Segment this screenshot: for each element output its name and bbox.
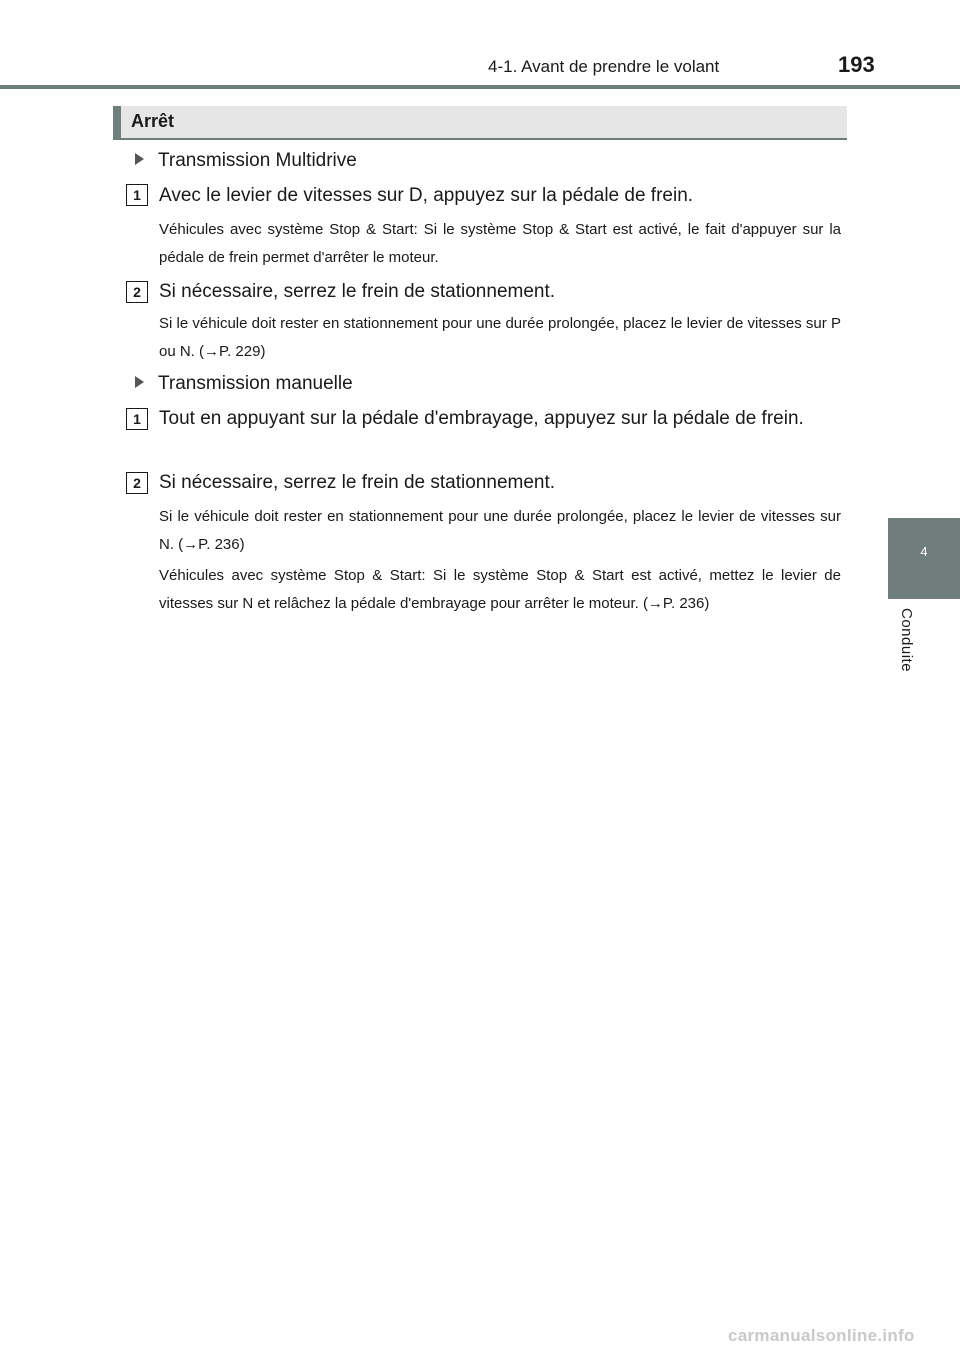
step-text: Si nécessaire, serrez le frein de stationnement. (159, 472, 556, 493)
header-section-title: 4-1. Avant de prendre le volant (488, 57, 720, 76)
manual-heading: Transmission manuelle (135, 373, 353, 395)
step-note: Si le véhicule doit rester en stationnement pour une durée prolongée, placez le levier de vitesses sur P ou N. (→P. 229) (159, 315, 841, 360)
step-note: Si le véhicule doit rester en stationnement pour une durée prolongée, placez le levier de vitesses sur N. (→P. 236) (159, 508, 841, 553)
section-heading-bar (113, 106, 847, 140)
step-number: 1 (126, 408, 148, 430)
step-text: Avec le levier de vitesses sur D, appuyez sur la pédale de frein. (159, 185, 694, 206)
triangle-bullet-icon (135, 153, 144, 165)
multidrive-heading: Transmission Multidrive (135, 150, 357, 172)
step-number: 2 (126, 472, 148, 494)
step-number: 2 (126, 281, 148, 303)
step-text: Tout en appuyant sur la pédale d'embrayage, appuyez sur la pédale de frein. (159, 408, 804, 429)
section-accent (113, 106, 121, 138)
triangle-bullet-icon (135, 376, 144, 388)
step-note: Véhicules avec système Stop & Start: Si le système Stop & Start est activé, mettez le levier de vitesses sur N et relâchez la pédale d'embrayage pour arrêter le moteur. (→P. 236) (159, 567, 841, 612)
page-number: 193 (838, 52, 875, 77)
watermark: carmanualsonline.info (728, 1326, 915, 1345)
chapter-number: 4 (920, 544, 928, 559)
chapter-tab[interactable] (888, 518, 960, 599)
step-note: Véhicules avec système Stop & Start: Si le système Stop & Start est activé, le fait d'appuyer sur la pédale de frein permet d'arrêter le moteur. (159, 221, 841, 266)
step-text: Si nécessaire, serrez le frein de stationnement. (159, 281, 556, 302)
header-divider (0, 85, 960, 89)
chapter-label: Conduite (898, 608, 915, 673)
section-title: Arrêt (131, 111, 175, 131)
step-number: 1 (126, 184, 148, 206)
